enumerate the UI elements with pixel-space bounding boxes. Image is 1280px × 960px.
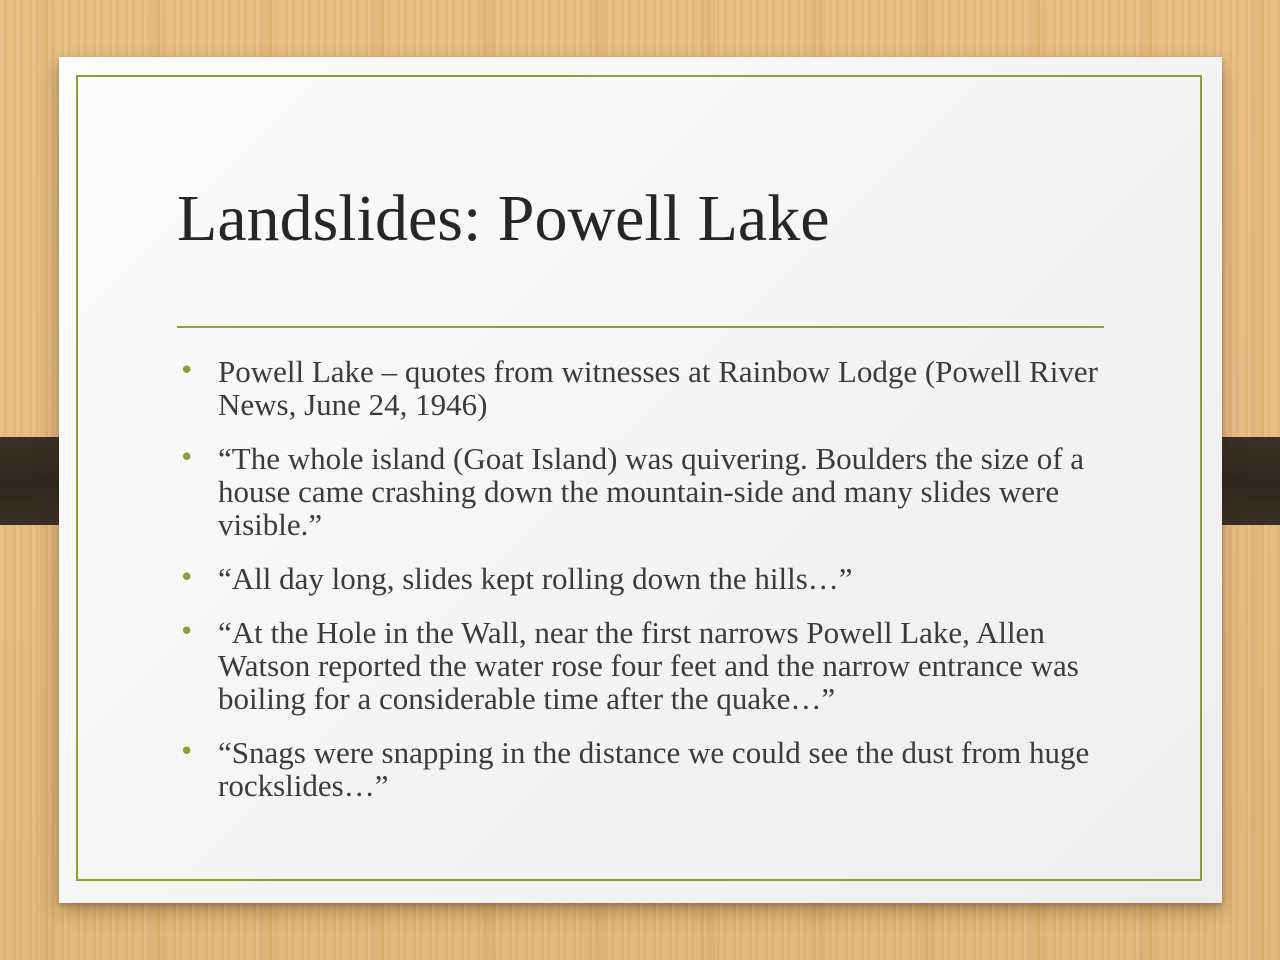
bullet-item <box>167 616 1117 715</box>
slide-title: Landslides: Powell Lake <box>177 182 830 255</box>
bullet-dot-icon: • <box>179 356 195 386</box>
bullet-text: “Snags were snapping in the distance we could see the dust from huge rockslides…” <box>218 735 1090 803</box>
bullet-item <box>167 442 1117 541</box>
bullet-text: “All day long, slides kept rolling down the hills…” <box>218 561 853 596</box>
bullet-dot-icon: • <box>179 617 195 647</box>
bullet-dot-icon: • <box>179 737 195 767</box>
slide-card <box>59 57 1222 903</box>
title-divider <box>177 326 1104 328</box>
bullet-dot-icon: • <box>179 443 195 473</box>
bullet-text: Powell Lake – quotes from witnesses at Rainbow Lodge (Powell River News, June 24, 1946) <box>218 354 1098 422</box>
bullet-item <box>167 355 1117 421</box>
bullet-list <box>167 355 1117 823</box>
bullet-text: “The whole island (Goat Island) was quivering. Boulders the size of a house came crashing down the mountain-side and many slides were visible.” <box>218 441 1085 542</box>
bullet-item <box>167 736 1117 802</box>
bullet-item <box>167 562 1117 595</box>
bullet-dot-icon: • <box>179 563 195 593</box>
bullet-text: “At the Hole in the Wall, near the first narrows Powell Lake, Allen Watson reported the water rose four feet and the narrow entrance was boiling for a considerable time after the quake…” <box>218 615 1079 716</box>
